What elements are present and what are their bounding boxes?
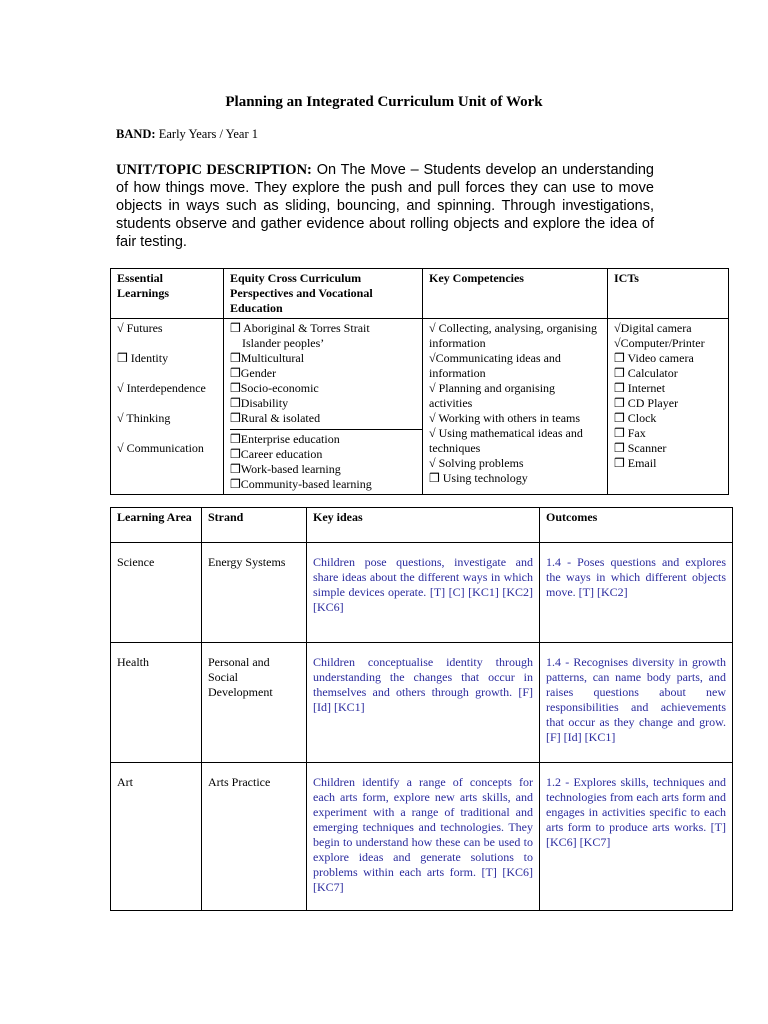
list-item: √Communicating ideas and information — [429, 351, 561, 380]
cell-outcome: 1.4 - Poses questions and explores the ways in which different objects move. [T] [KC2] — [540, 543, 733, 643]
list-item: ❒Work-based learning — [230, 462, 341, 476]
list-item: ❒ Internet — [614, 381, 666, 395]
list-item: ❒Enterprise education — [230, 432, 340, 446]
list-item: √ Solving problems — [429, 456, 524, 470]
unit-description — [116, 161, 654, 251]
list-item: √ Communication — [117, 441, 204, 455]
list-item: √ Thinking — [117, 411, 171, 425]
list-item: ❒ Aboriginal & Torres Strait — [230, 321, 370, 335]
cell-area: Science — [111, 543, 202, 643]
list-item: ❒ Clock — [614, 411, 657, 425]
cell-area: Art — [111, 763, 202, 911]
list-item: ❒ Video camera — [614, 351, 694, 365]
cell-outcome: 1.2 - Explores skills, techniques and technologies from each arts form and engages in activities specific to each arts form to produce arts works. [T] [KC6] [KC7] — [540, 763, 733, 911]
essential-list — [111, 319, 224, 495]
list-item: ❒ Email — [614, 456, 657, 470]
cell-ideas: Children conceptualise identity through understanding the changes that occur in themselves and others through growth. [F] [Id] [KC1] — [307, 643, 540, 763]
planning-table — [110, 268, 729, 495]
list-item: Islander peoples’ — [242, 336, 325, 350]
table-row — [111, 543, 733, 643]
outcomes-table — [110, 507, 733, 911]
header-competencies: Key Competencies — [423, 269, 608, 319]
cell-area: Health — [111, 643, 202, 763]
list-item: ❒ Calculator — [614, 366, 678, 380]
page-title: Planning an Integrated Curriculum Unit of Work — [225, 94, 543, 110]
cell-ideas: Children pose questions, investigate and share ideas about the different ways in which simple devices operate. [T] [C] [KC1] [KC2] [KC6] — [307, 543, 540, 643]
unit-text: On The Move – Students develop an understanding of how things move. They explore the push and pull forces they can use to move objects in ways such as sliding, bouncing, and spinning. Through investigations, students observe and gather evidence about rolling objects and explore the idea of fair testing. — [116, 162, 654, 250]
cell-strand: Personal and Social Development — [202, 643, 307, 763]
table-row — [111, 643, 733, 763]
list-item: ❒Disability — [230, 396, 289, 410]
list-item: ❒ Identity — [117, 351, 169, 365]
header-essential: Essential Learnings — [111, 269, 224, 319]
list-item: ❒Multicultural — [230, 351, 305, 365]
header-outcomes: Outcomes — [540, 508, 733, 543]
list-item: √ Collecting, analysing, organising information — [429, 321, 598, 350]
list-item: √ Using mathematical ideas and techniques — [429, 426, 583, 455]
competency-list — [423, 319, 608, 495]
header-learning-area: Learning Area — [111, 508, 202, 543]
header-strand: Strand — [202, 508, 307, 543]
list-item: ❒ Scanner — [614, 441, 667, 455]
divider — [230, 429, 422, 430]
list-item: √ Planning and organising activities — [429, 381, 556, 410]
list-item: ❒Gender — [230, 366, 277, 380]
list-item: ❒Career education — [230, 447, 323, 461]
cell-ideas: Children identify a range of concepts for each arts form, explore new arts skills, and experiment with a range of traditional and emerging techniques and technologies. They begin to understand how these can be used to explore ideas and generate solutions to problems within each arts form. [T] [KC6] [KC7] — [307, 763, 540, 911]
cell-strand: Arts Practice — [202, 763, 307, 911]
band-label: BAND: — [116, 127, 156, 141]
cell-outcome: 1.4 - Recognises diversity in growth patterns, can name body parts, and raises questions about new responsibilities and achievements that occur as they change and grow. [F] [Id] [KC1] — [540, 643, 733, 763]
list-item: √Computer/Printer — [614, 336, 705, 350]
list-item: ❒ CD Player — [614, 396, 679, 410]
ict-list — [608, 319, 729, 495]
list-item: ❒ Fax — [614, 426, 646, 440]
list-item: ❒ Using technology — [429, 471, 528, 485]
list-item: √ Futures — [117, 321, 163, 335]
header-key-ideas: Key ideas — [307, 508, 540, 543]
band-value: Early Years / Year 1 — [158, 127, 259, 141]
list-item: √ Working with others in teams — [429, 411, 581, 425]
table-row — [111, 763, 733, 911]
header-icts: ICTs — [608, 269, 729, 319]
equity-list — [224, 319, 423, 495]
list-item: ❒Rural & isolated — [230, 411, 321, 425]
cell-strand: Energy Systems — [202, 543, 307, 643]
list-item: ❒Community-based learning — [230, 477, 372, 491]
list-item: √Digital camera — [614, 321, 692, 335]
band-line — [116, 127, 258, 142]
header-equity: Equity Cross Curriculum Perspectives and Vocational Education — [224, 269, 423, 319]
list-item: ❒Socio-economic — [230, 381, 319, 395]
list-item: √ Interdependence — [117, 381, 206, 395]
unit-label: UNIT/TOPIC DESCRIPTION: — [116, 162, 312, 178]
